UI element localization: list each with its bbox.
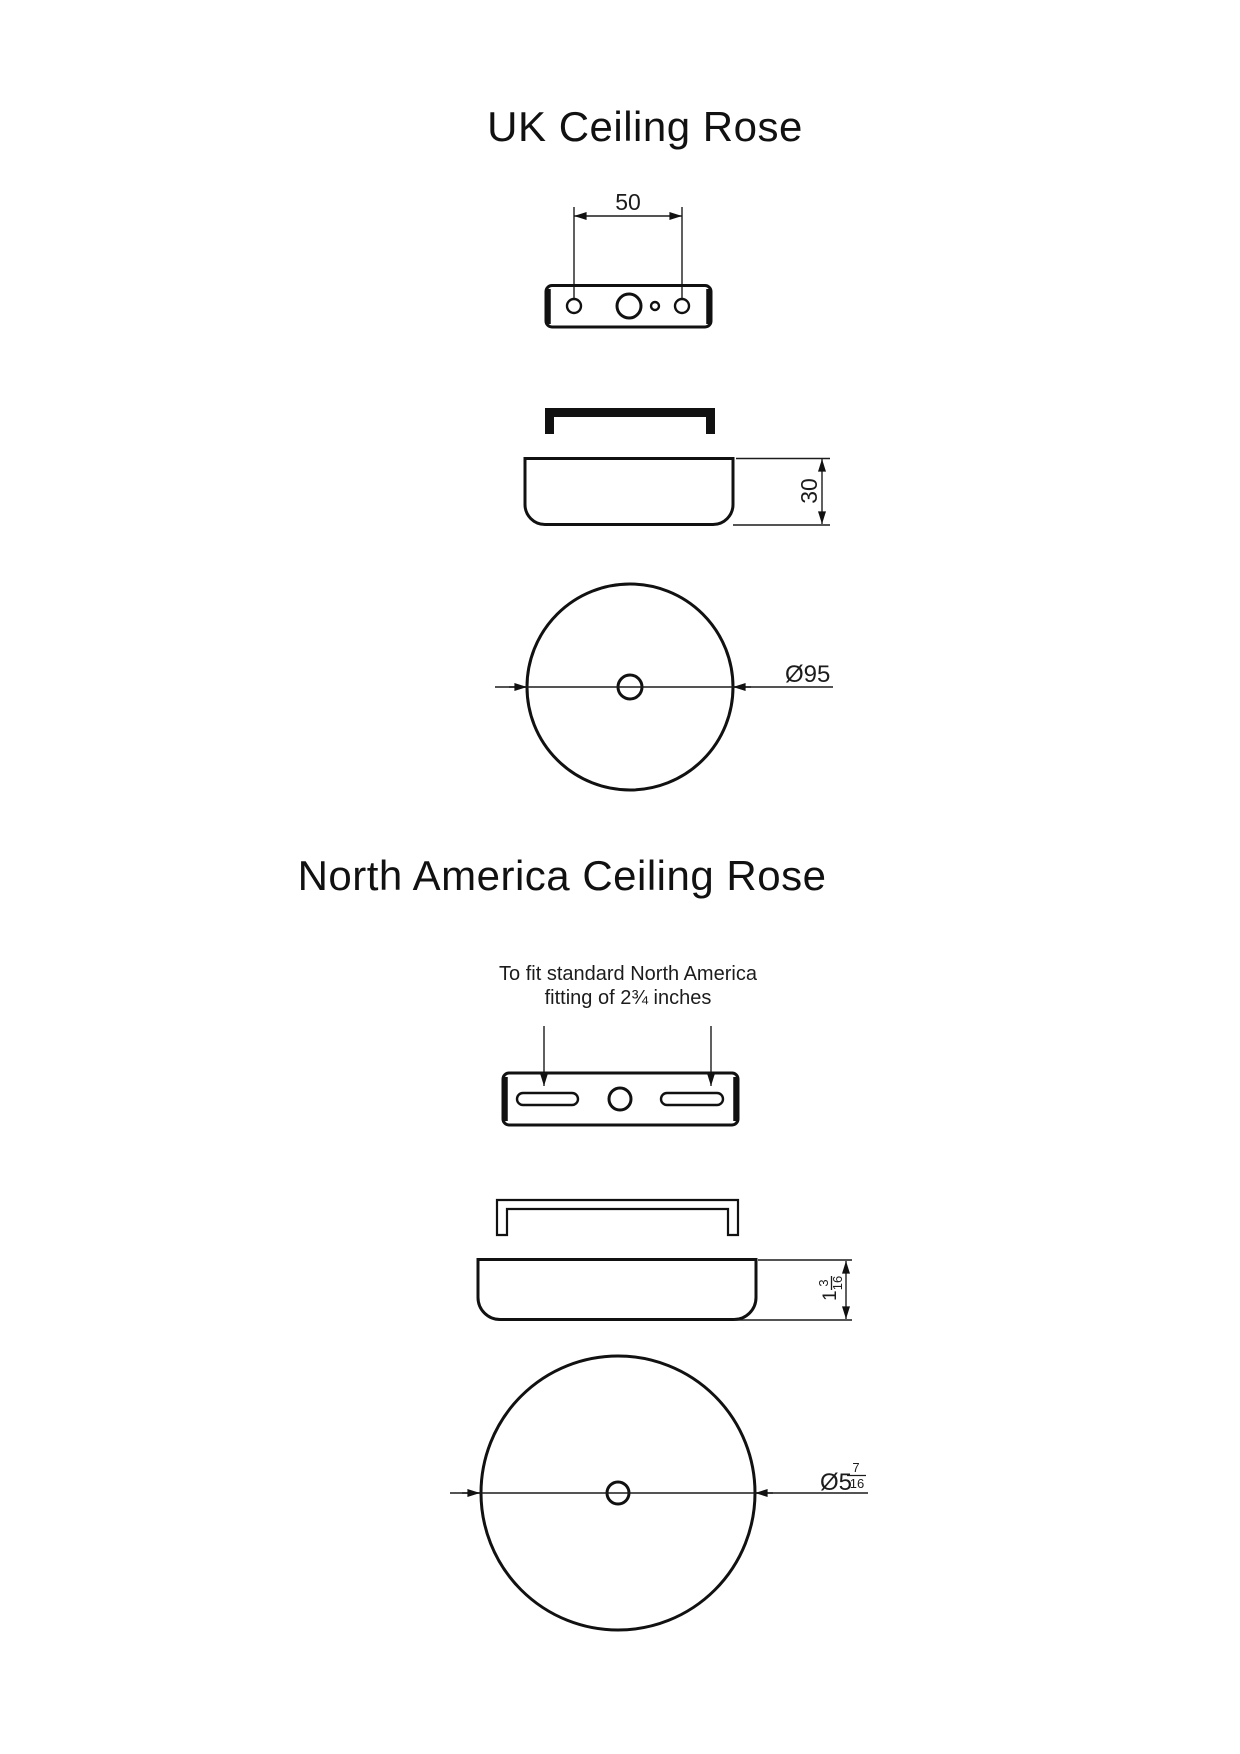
diameter-denominator: 16 [849,1476,865,1491]
small-hole [651,302,659,310]
height-whole: 1 [820,1290,841,1301]
na-height-value [816,1276,845,1301]
height-numerator: 3 [816,1279,831,1287]
mounting-slot [517,1093,578,1105]
body-profile [525,459,733,525]
uk-title: UK Ceiling Rose [487,103,803,150]
na-diameter-dimension [450,1460,868,1496]
plate-outline [546,286,711,328]
bracket-strap [497,1200,738,1235]
uk-bracket-side-view [545,408,715,434]
uk-height-dimension [733,459,830,526]
na-bracket-side-view [497,1200,738,1235]
na-side-view [478,1260,756,1320]
na-note-line2: fitting of 2¾ inches [544,987,712,1009]
screw-hole [675,299,689,313]
na-diameter-value [820,1460,866,1496]
na-title: North America Ceiling Rose [297,852,827,899]
diameter-prefix: Ø5 [820,1469,853,1496]
cable-hole [609,1088,631,1110]
uk-top-view [546,286,711,328]
uk-views [495,189,833,790]
body-profile [478,1260,756,1320]
na-note-line1: To fit standard North America [499,963,757,985]
cable-hole [617,294,641,318]
uk-height-value: 30 [796,478,822,504]
na-leader-arrows [544,1026,711,1086]
bracket-strap [545,408,715,434]
height-denominator: 16 [830,1275,845,1291]
screw-hole [567,299,581,313]
diameter-numerator: 7 [852,1460,860,1475]
uk-side-view [525,459,733,525]
uk-diameter-dimension [495,661,833,688]
plate-outline [503,1073,738,1125]
na-views [450,1026,868,1630]
na-top-view [503,1073,738,1125]
uk-hole-spacing-dimension [574,189,682,299]
mounting-slot [661,1093,723,1105]
uk-diameter-value: Ø95 [785,661,831,688]
uk-hole-spacing-value: 50 [615,189,641,215]
